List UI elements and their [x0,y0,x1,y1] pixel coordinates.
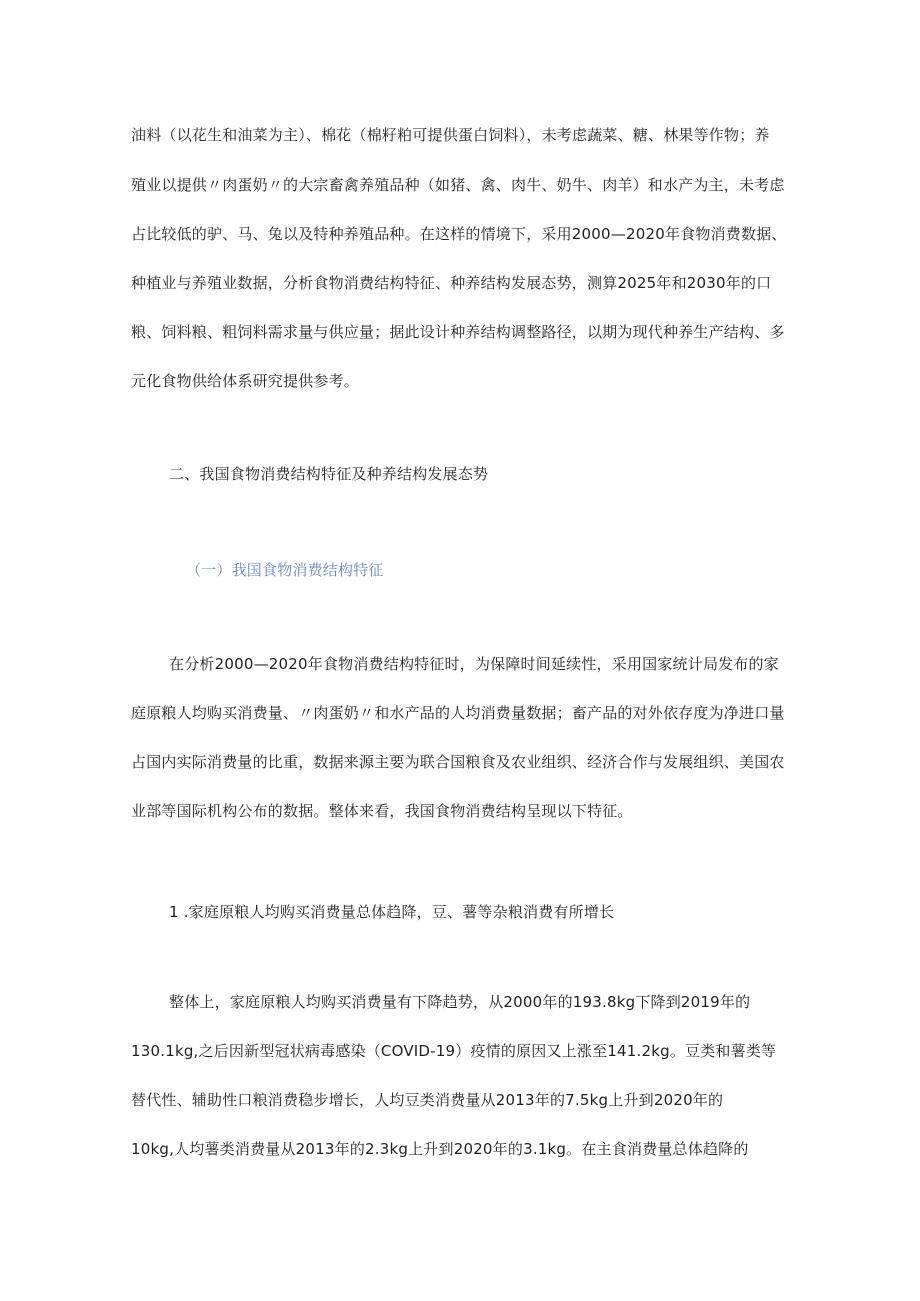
section-heading: 二、我国食物消费结构特征及种养结构发展态势 [169,465,489,483]
paragraph-1-line-6: 元化食物供给体系研究提供参考。 [131,372,360,390]
paragraph-2-line-1: 在分析2000—2020年食物消费结构特征时，为保障时间延续性，采用国家统计局发布的家 [169,655,779,673]
paragraph-2-line-3: 占国内实际消费量的比重，数据来源主要为联合国粮食及农业组织、经济合作与发展组织、美国农 [131,753,785,771]
paragraph-1-line-5: 粮、饲料粮、粗饲料需求量与供应量；据此设计种养结构调整路径，以期为现代种养生产结构、多 [131,323,785,341]
item-heading: 1 .家庭原粮人均购买消费量总体趋降，豆、薯等杂粮消费有所增长 [169,903,615,921]
paragraph-1-line-4: 种植业与养殖业数据，分析食物消费结构特征、种养结构发展态势，测算2025年和2030年的口 [131,274,772,292]
paragraph-3-line-3: 替代性、辅助性口粮消费稳步增长，人均豆类消费量从2013年的7.5kg上升到2020年的 [131,1091,724,1109]
paragraph-3-line-4: 10kg,人均薯类消费量从2013年的2.3kg上升到2020年的3.1kg。在主食消费量总体趋降的 [131,1140,749,1158]
subsection-heading: （一）我国食物消费结构特征 [186,561,384,579]
paragraph-2-line-4: 业部等国际机构公布的数据。整体来看，我国食物消费结构呈现以下特征。 [131,802,633,820]
paragraph-1-line-1: 油料（以花生和油菜为主）、棉花（棉籽粕可提供蛋白饲料），未考虑蔬菜、糖、林果等作物；养 [131,126,770,144]
paragraph-3-line-1: 整体上，家庭原粮人均购买消费量有下降趋势，从2000年的193.8kg下降到2019年的 [169,993,751,1011]
paragraph-1-line-2: 殖业以提供〃肉蛋奶〃的大宗畜禽养殖品种（如猪、禽、肉牛、奶牛、肉羊）和水产为主，未考虑 [131,176,785,194]
paragraph-1-line-3: 占比较低的驴、马、兔以及特种养殖品种。在这样的情境下，采用2000—2020年食物消费数据、 [131,225,787,243]
paragraph-3-line-2: 130.1kg,之后因新型冠状病毒感染（COVID-19）疫情的原因又上涨至141.2kg。豆类和薯类等 [131,1042,777,1060]
paragraph-2-line-2: 庭原粮人均购买消费量、〃肉蛋奶〃和水产品的人均消费量数据；畜产品的对外依存度为净进口量 [131,704,785,722]
